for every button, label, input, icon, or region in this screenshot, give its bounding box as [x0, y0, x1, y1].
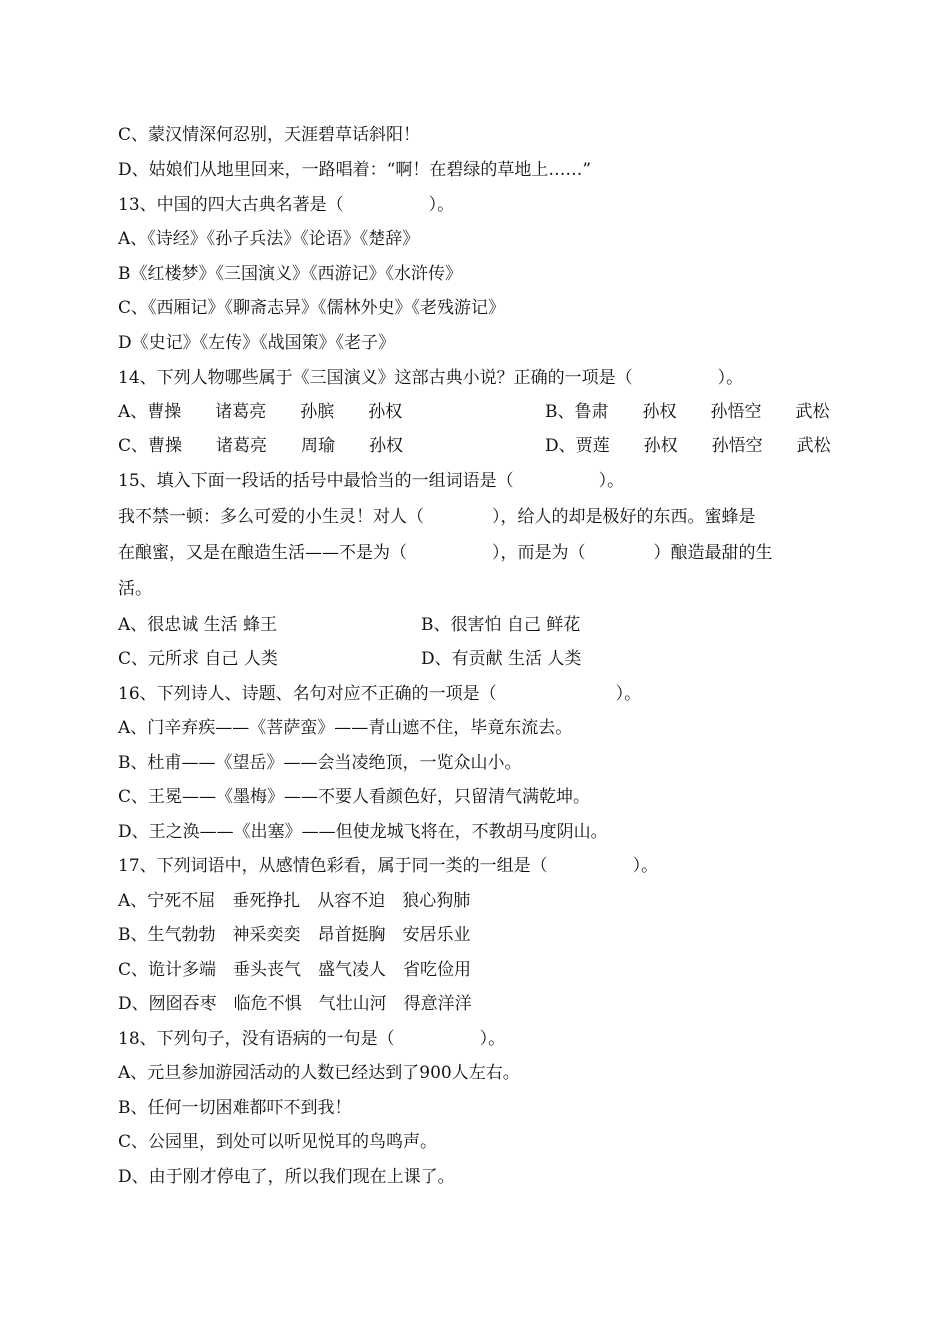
- q13-option-a: A、《诗经》《孙子兵法》《论语》《楚辞》: [118, 229, 420, 249]
- q15-option-a: A、很忠诚 生活 蜂王: [118, 615, 278, 635]
- q15-option-c: C、元所求 自己 人类: [118, 649, 278, 669]
- q15-paragraph-line-2: 在酿蜜，又是在酿造生活——不是为（ ），而是为（ ）酿造最甜的生: [118, 543, 773, 563]
- q15-title: 15、填入下面一段话的括号中最恰当的一组词语是（ ）。: [118, 471, 625, 491]
- q18-title: 18、下列句子，没有语病的一句是（ ）。: [118, 1029, 506, 1049]
- q12-option-c: C、蒙汉情深何忍别，天涯碧草话斜阳！: [118, 125, 421, 145]
- q17-option-d: D、囫囵吞枣 临危不惧 气壮山河 得意洋洋: [118, 994, 472, 1014]
- q18-option-b: B、任何一切困难都吓不到我！: [118, 1098, 352, 1118]
- q15-paragraph-line-3: 活。: [118, 579, 152, 599]
- q18-option-d: D、由于刚才停电了，所以我们现在上课了。: [118, 1167, 455, 1187]
- q17-option-a: A、宁死不屈 垂死挣扎 从容不迫 狼心狗肺: [118, 891, 471, 911]
- q16-title: 16、下列诗人、诗题、名句对应不正确的一项是（ ）。: [118, 684, 642, 704]
- q14-option-c: C、曹操 诸葛亮 周瑜 孙权: [118, 436, 404, 456]
- q14-title: 14、下列人物哪些属于《三国演义》这部古典小说？正确的一项是（ ）。: [118, 368, 744, 388]
- q14-option-a: A、曹操 诸葛亮 孙膑 孙权: [118, 402, 403, 422]
- q13-title: 13、中国的四大古典名著是（ ）。: [118, 195, 455, 215]
- q16-option-c: C、王冕——《墨梅》——不要人看颜色好，只留清气满乾坤。: [118, 787, 591, 807]
- q12-option-d: D、姑娘们从地里回来，一路唱着：“啊！在碧绿的草地上……”: [118, 160, 592, 180]
- q17-option-b: B、生气勃勃 神采奕奕 昂首挺胸 安居乐业: [118, 925, 471, 945]
- q16-option-a: A、门辛弃疾——《菩萨蛮》——青山遮不住，毕竟东流去。: [118, 718, 573, 738]
- q16-option-b: B、杜甫——《望岳》——会当凌绝顶，一览众山小。: [118, 753, 522, 773]
- q14-option-b: B、鲁肃 孙权 孙悟空 武松: [545, 402, 830, 422]
- q14-option-d: D、贾莲 孙权 孙悟空 武松: [545, 436, 831, 456]
- q13-option-d: D《史记》《左传》《战国策》《老子》: [118, 333, 396, 353]
- q13-option-c: C、《西厢记》《聊斋志异》《儒林外史》《老残游记》: [118, 298, 506, 318]
- q18-option-a: A、元旦参加游园活动的人数已经达到了900人左右。: [118, 1063, 520, 1083]
- q15-paragraph-line-1: 我不禁一顿：多么可爱的小生灵！对人（ ），给人的却是极好的东西。蜜蜂是: [118, 507, 756, 527]
- q17-title: 17、下列词语中，从感情色彩看，属于同一类的一组是（ ）。: [118, 856, 659, 876]
- q15-option-b: B、很害怕 自己 鲜花: [421, 615, 581, 635]
- q15-option-d: D、有贡献 生活 人类: [421, 649, 582, 669]
- q13-option-b: B《红楼梦》《三国演义》《西游记》《水浒传》: [118, 264, 462, 284]
- q18-option-c: C、公园里，到处可以听见悦耳的鸟鸣声。: [118, 1132, 438, 1152]
- q17-option-c: C、诡计多端 垂头丧气 盛气凌人 省吃俭用: [118, 960, 472, 980]
- q16-option-d: D、王之涣——《出塞》——但使龙城飞将在，不教胡马度阴山。: [118, 822, 608, 842]
